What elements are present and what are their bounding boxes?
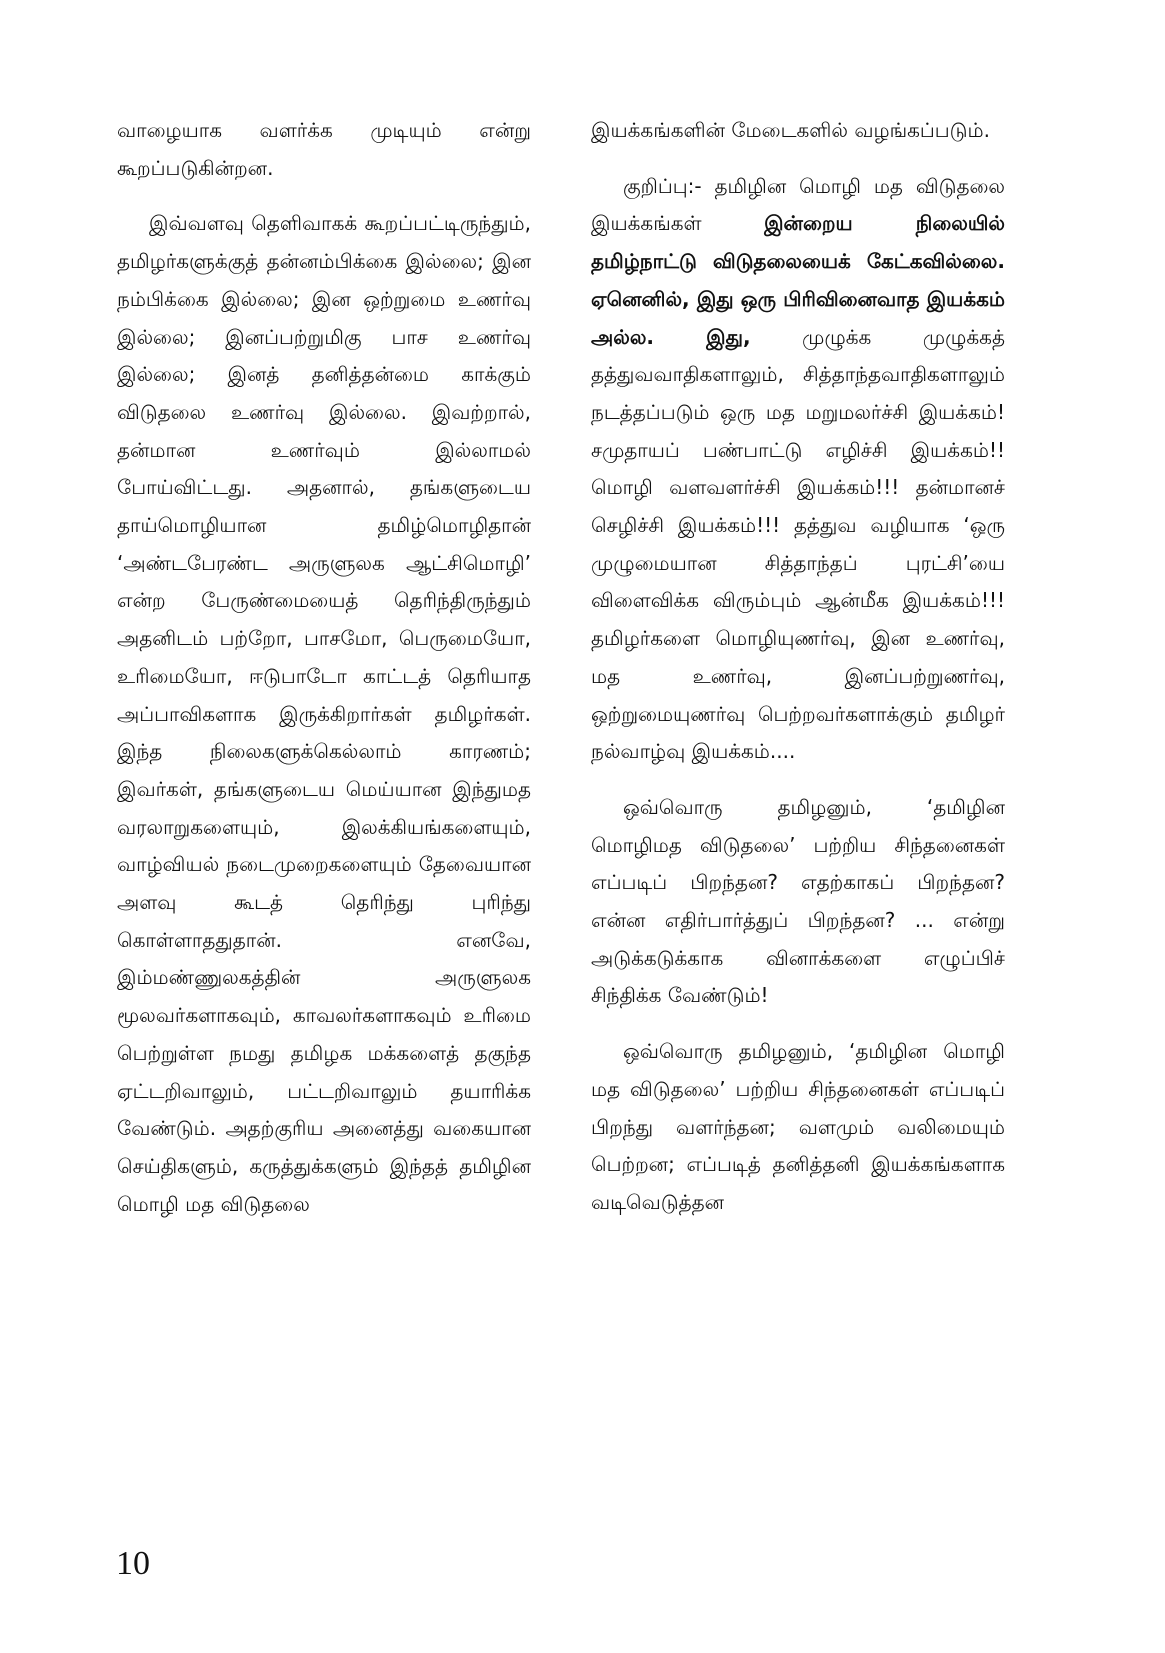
right-paragraph-3: ஒவ்வொரு தமிழனும், ‘தமிழின மொழிமத விடுதலை’ பற்றிய சிந்தனைகள் எப்படிப் பிறந்தன? எதற்காகப் பிறந்தன? என்ன எதிர்பார்த்துப் பிறந்தன? ... என்று அடுக்கடுக்காக வினாக்களை எழுப்பிச் சிந்திக்க வேண்டும்!	[591, 794, 1005, 1008]
note-text-start: குறிப்பு:- தமிழின மொழி மத விடுதலை இயக்கங்கள்	[591, 173, 1005, 236]
right-paragraph-note	[591, 168, 1005, 771]
right-paragraph-1: இயக்கங்களின் மேடைகளில் வழங்கப்படும்.	[591, 118, 990, 142]
right-column	[591, 112, 1005, 1240]
left-column	[117, 112, 531, 1241]
left-paragraph-2: இவ்வளவு தெளிவாகக் கூறப்பட்டிருந்தும், தமிழர்களுக்குத் தன்னம்பிக்கை இல்லை; இன நம்பிக்கை இல்லை; இன ஒற்றுமை உணர்வு இல்லை; இனப்பற்றுமிகு பாச உணர்வு இல்லை; இனத் தனித்தன்மை காக்கும் விடுதலை உணர்வு இல்லை. இவற்றால், தன்மான உணர்வும் இல்லாமல் போய்விட்டது. அதனால், தங்களுடைய தாய்மொழியான தமிழ்மொழிதான் ‘அண்டபேரண்ட அருளுலக ஆட்சிமொழி’ என்ற பேருண்மையைத் தெரிந்திருந்தும் அதனிடம் பற்றோ, பாசமோ, பெருமையோ, உரிமையோ, ஈடுபாடோ காட்டத் தெரியாத அப்பாவிகளாக இருக்கிறார்கள் தமிழர்கள். இந்த நிலைகளுக்கெல்லாம் காரணம்; இவர்கள், தங்களுடைய மெய்யான இந்துமத வரலாறுகளையும், இலக்கியங்களையும், வாழ்வியல் நடைமுறைகளையும் தேவையான அளவு கூடத் தெரிந்து புரிந்து கொள்ளாததுதான். எனவே, இம்மண்ணுலகத்தின் அருளுலக மூலவர்களாகவும், காவலர்களாகவும் உரிமை பெற்றுள்ள நமது தமிழக மக்களைத் தகுந்த ஏட்டறிவாலும், பட்டறிவாலும் தயாரிக்க வேண்டும். அதற்குரிய அனைத்து வகையான செய்திகளும், கருத்துக்களும் இந்தத் தமிழின மொழி மத விடுதலை	[117, 211, 531, 1216]
page-number: 10	[116, 1545, 150, 1582]
note-bold-text: இன்றைய நிலையில் தமிழ்நாட்டு விடுதலையைக் கேட்கவில்லை. ஏனெனில், இது ஒரு பிரிவினைவாத இயக்கம் அல்ல. இது,	[591, 211, 1005, 349]
note-text-end: முழுக்க முழுக்கத் தத்துவவாதிகளாலும், சித்தாந்தவாதிகளாலும் நடத்தப்படும் ஒரு மத மறுமலர்ச்சி இயக்கம்! சமுதாயப் பண்பாட்டு எழிச்சி இயக்கம்!! மொழி வளவளர்ச்சி இயக்கம்!!! தன்மானச் செழிச்சி இயக்கம்!!! தத்துவ வழியாக ‘ஒரு முழுமையான சித்தாந்தப் புரட்சி’யை விளைவிக்க விரும்பும் ஆன்மீக இயக்கம்!!! தமிழர்களை மொழியுணர்வு, இன உணர்வு, மத உணர்வு, இனப்பற்றுணர்வு, ஒற்றுமையுணர்வு பெற்றவர்களாக்கும் தமிழர் நல்வாழ்வு இயக்கம்....	[591, 324, 1006, 764]
left-paragraph-1: வாழையாக வளர்க்க முடியும் என்று கூறப்படுகின்றன.	[117, 118, 531, 180]
right-paragraph-4: ஒவ்வொரு தமிழனும், ‘தமிழின மொழி மத விடுதலை’ பற்றிய சிந்தனைகள் எப்படிப் பிறந்து வளர்ந்தன; வளமும் வலிமையும் பெற்றன; எப்படித் தனித்தனி இயக்கங்களாக வடிவெடுத்தன	[591, 1039, 1005, 1214]
